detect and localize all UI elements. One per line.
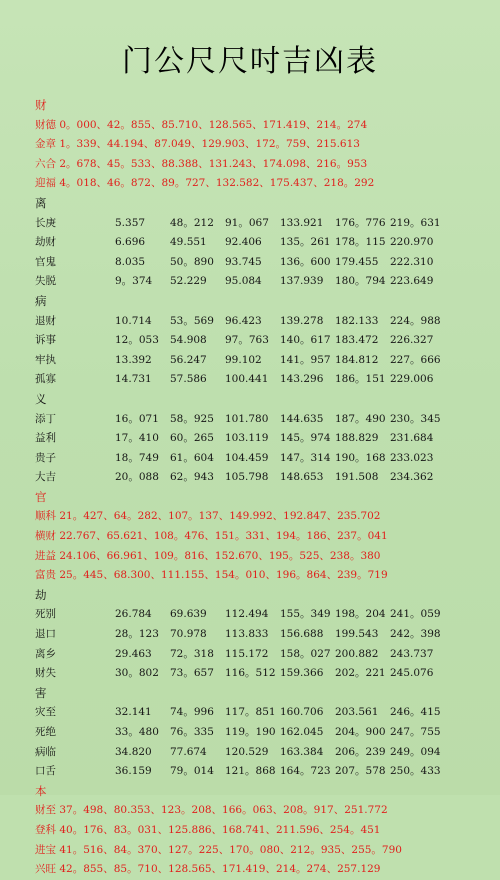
- value-cell: 76。335: [170, 726, 214, 738]
- value-cell: 139.278: [280, 314, 324, 327]
- value-cell: 96.423: [225, 314, 262, 327]
- value-cell: 58。925: [170, 412, 214, 425]
- value-cell: 226.327: [390, 334, 434, 347]
- value-cell: 155。349: [280, 608, 331, 621]
- measurement-line: 富贵 25。445、68.300、111.155、154。010、196。864、239。719: [35, 569, 388, 582]
- measurement-row: [35, 253, 485, 273]
- value-cell: 74。996: [170, 706, 214, 719]
- value-cell: 222.310: [390, 255, 434, 268]
- value-cell: 32.141: [115, 706, 152, 719]
- value-cell: 104.459: [225, 451, 269, 464]
- value-cell: 137.939: [280, 275, 324, 288]
- value-cell: 100.441: [225, 373, 269, 386]
- value-cell: 183.472: [335, 334, 379, 347]
- value-cell: 241。059: [390, 608, 441, 621]
- value-cell: 30。802: [115, 667, 159, 680]
- value-cell: 191.508: [335, 471, 379, 484]
- value-cell: 92.406: [225, 236, 262, 249]
- value-cell: 247。755: [390, 726, 441, 738]
- value-cell: 145。974: [280, 432, 331, 445]
- value-cell: 77.674: [170, 745, 207, 758]
- value-cell: 207。578: [335, 765, 386, 778]
- row-label: 诉事: [35, 334, 56, 347]
- value-cell: 5.357: [115, 216, 146, 229]
- measurement-row: [35, 645, 485, 665]
- measurement-row: [35, 312, 485, 332]
- value-cell: 229.006: [390, 373, 434, 386]
- value-cell: 48。212: [170, 216, 214, 229]
- value-cell: 234.362: [390, 471, 434, 484]
- value-cell: 26.784: [115, 608, 152, 621]
- section-heading: 财: [35, 98, 47, 112]
- page-title: 门公尺尺吋吉凶表: [122, 44, 378, 79]
- measurement-line: 金章 1。339、44.194、87.049、129.903、172。759、215.613: [35, 138, 360, 151]
- measurement-row: [35, 331, 485, 351]
- value-cell: 70.978: [170, 628, 207, 641]
- measurement-row: [35, 605, 485, 625]
- measurement-row: [35, 723, 485, 743]
- measurement-line: 财德 0。000、42。855、85.710、128.565、171.419、214。274: [35, 118, 368, 131]
- measurement-line: 顺科 21。427、64。282、107。137、149.992、192.847、235.702: [35, 510, 381, 523]
- value-cell: 34.820: [115, 745, 152, 758]
- value-cell: 115.172: [225, 647, 269, 660]
- measurement-row: [35, 449, 485, 469]
- value-cell: 245.076: [390, 667, 434, 680]
- row-label: 官鬼: [35, 255, 56, 268]
- value-cell: 13.392: [115, 353, 152, 366]
- value-cell: 14.731: [115, 373, 152, 386]
- row-label: 口舌: [35, 765, 56, 778]
- value-cell: 113.833: [225, 628, 269, 641]
- measurement-line: 迎福 4。018、46。872、89。727、132.582、175.437、218。292: [35, 177, 375, 190]
- measurement-line: 横财 22.767、65.621、108。476、151。331、194。186、237。041: [35, 530, 388, 543]
- value-cell: 101.780: [225, 412, 269, 425]
- value-cell: 224。988: [390, 314, 441, 327]
- value-cell: 202。221: [335, 667, 386, 680]
- measurement-row: [35, 762, 485, 782]
- row-label: 死别: [35, 608, 56, 621]
- value-cell: 184.812: [335, 353, 379, 366]
- value-cell: 116。512: [225, 667, 276, 680]
- section-heading: 官: [35, 489, 47, 504]
- value-cell: 159.366: [280, 667, 324, 680]
- measurement-row: [35, 664, 485, 684]
- measurement-line: 进宝 41。516、84。370、127。225、170。080、212。935、255。790: [35, 843, 402, 856]
- value-cell: 103.119: [225, 432, 269, 445]
- value-cell: 112.494: [225, 608, 269, 621]
- section-heading: 离: [35, 195, 47, 210]
- measurement-row: [35, 370, 485, 390]
- value-cell: 93.745: [225, 255, 262, 268]
- row-label: 灾至: [35, 706, 56, 719]
- value-cell: 119。190: [225, 726, 276, 738]
- value-cell: 117。851: [225, 706, 276, 719]
- value-cell: 49.551: [170, 236, 207, 249]
- value-cell: 180。794: [335, 275, 386, 288]
- value-cell: 28。123: [115, 628, 159, 641]
- value-cell: 160.706: [280, 706, 324, 719]
- value-cell: 95.084: [225, 275, 262, 288]
- value-cell: 133.921: [280, 216, 324, 229]
- value-cell: 242。398: [390, 628, 441, 641]
- value-cell: 246。415: [390, 706, 441, 719]
- value-cell: 233.023: [390, 451, 434, 464]
- value-cell: 144.635: [280, 412, 324, 425]
- value-cell: 188.829: [335, 432, 379, 445]
- row-label: 牢执: [35, 353, 56, 366]
- value-cell: 105.798: [225, 471, 269, 484]
- value-cell: 61。604: [170, 451, 214, 464]
- value-cell: 50。890: [170, 255, 214, 268]
- value-cell: 60。265: [170, 432, 214, 445]
- value-cell: 164。723: [280, 765, 331, 778]
- section-heading: 本: [35, 783, 47, 798]
- value-cell: 179.455: [335, 255, 379, 268]
- value-cell: 97。763: [225, 334, 269, 347]
- value-cell: 178。115: [335, 236, 386, 249]
- value-cell: 206。239: [335, 745, 386, 758]
- value-cell: 120.529: [225, 745, 269, 758]
- measurement-row: [35, 703, 485, 723]
- row-label: 死绝: [35, 726, 56, 738]
- row-label: 大吉: [35, 471, 56, 484]
- value-cell: 9。374: [115, 275, 153, 288]
- value-cell: 231.684: [390, 432, 434, 445]
- row-label: 贵子: [35, 451, 56, 464]
- value-cell: 204。900: [335, 726, 386, 738]
- value-cell: 72。318: [170, 647, 214, 660]
- value-cell: 203.561: [335, 706, 379, 719]
- value-cell: 17。410: [115, 432, 159, 445]
- measurement-table: [35, 96, 485, 880]
- value-cell: 57.586: [170, 373, 207, 386]
- value-cell: 243.737: [390, 647, 434, 660]
- value-cell: 69.639: [170, 608, 207, 621]
- row-label: 退口: [35, 628, 56, 641]
- value-cell: 99.102: [225, 353, 262, 366]
- measurement-row: [35, 468, 485, 488]
- value-cell: 156.688: [280, 628, 324, 641]
- row-label: 劫财: [35, 236, 56, 249]
- value-cell: 36.159: [115, 765, 152, 778]
- value-cell: 147。314: [280, 451, 331, 464]
- row-label: 财失: [35, 667, 56, 680]
- measurement-row: [35, 233, 485, 253]
- row-label: 添丁: [35, 412, 56, 425]
- value-cell: 141。957: [280, 353, 331, 366]
- value-cell: 190。168: [335, 451, 386, 464]
- value-cell: 227。666: [390, 353, 441, 366]
- value-cell: 250。433: [390, 765, 441, 778]
- value-cell: 8.035: [115, 255, 146, 268]
- value-cell: 143.296: [280, 373, 324, 386]
- value-cell: 230。345: [390, 412, 441, 425]
- value-cell: 198。204: [335, 608, 386, 621]
- row-label: 退财: [35, 314, 56, 327]
- value-cell: 16。071: [115, 412, 159, 425]
- row-label: 长庚: [35, 216, 56, 229]
- value-cell: 163.384: [280, 745, 324, 758]
- measurement-row: [35, 625, 485, 645]
- row-label: 病临: [35, 745, 56, 758]
- row-label: 离乡: [35, 647, 56, 660]
- value-cell: 62。943: [170, 471, 214, 484]
- value-cell: 20。088: [115, 471, 159, 484]
- value-cell: 140。617: [280, 334, 331, 347]
- value-cell: 53。569: [170, 314, 214, 327]
- value-cell: 54.908: [170, 334, 207, 347]
- value-cell: 79。014: [170, 765, 214, 778]
- measurement-row: [35, 410, 485, 430]
- value-cell: 200.882: [335, 647, 379, 660]
- measurement-line: 进益 24.106、66.961、109。816、152.670、195。525、238。380: [35, 549, 381, 562]
- row-label: 失脱: [35, 275, 56, 288]
- value-cell: 52.229: [170, 275, 207, 288]
- measurement-row: [35, 429, 485, 449]
- section-heading: 病: [35, 293, 47, 308]
- value-cell: 182.133: [335, 314, 379, 327]
- row-label: 益利: [35, 432, 56, 445]
- value-cell: 223.649: [390, 275, 434, 288]
- measurement-row: [35, 743, 485, 763]
- value-cell: 135。261: [280, 236, 331, 249]
- value-cell: 12。053: [115, 334, 159, 347]
- measurement-line: 六合 2。678、45。533、88.388、131.243、174.098、216。953: [35, 157, 368, 170]
- measurement-line: 兴旺 42。855、85。710、128.565、171.419、214。274、257.129: [35, 863, 381, 876]
- value-cell: 73。657: [170, 667, 214, 680]
- section-heading: 劫: [35, 587, 47, 602]
- value-cell: 121。868: [225, 765, 276, 778]
- value-cell: 219。631: [390, 216, 441, 229]
- value-cell: 162.045: [280, 726, 324, 738]
- measurement-line: 财至 37。498、80.353、123。208、166。063、208。917、251.772: [35, 804, 388, 817]
- section-heading: 义: [35, 391, 47, 406]
- value-cell: 91。067: [225, 216, 269, 229]
- measurement-row: [35, 351, 485, 371]
- measurement-row: [35, 214, 485, 234]
- value-cell: 158。027: [280, 647, 331, 660]
- value-cell: 199.543: [335, 628, 379, 641]
- value-cell: 6.696: [115, 236, 146, 249]
- value-cell: 249。094: [390, 745, 441, 758]
- row-label: 孤寡: [35, 373, 56, 386]
- value-cell: 186。151: [335, 373, 386, 386]
- value-cell: 148.653: [280, 471, 324, 484]
- value-cell: 220.970: [390, 236, 434, 249]
- value-cell: 10.714: [115, 314, 152, 327]
- value-cell: 176。776: [335, 216, 386, 229]
- value-cell: 136。600: [280, 255, 331, 268]
- measurement-row: [35, 272, 485, 292]
- value-cell: 56.247: [170, 353, 207, 366]
- value-cell: 29.463: [115, 647, 152, 660]
- measurement-line: 登科 40。176、83。031、125.886、168.741、211.596、254。451: [35, 823, 381, 836]
- value-cell: 18。749: [115, 451, 159, 464]
- value-cell: 33。480: [115, 726, 159, 738]
- section-heading: 害: [35, 685, 47, 700]
- value-cell: 187。490: [335, 412, 386, 425]
